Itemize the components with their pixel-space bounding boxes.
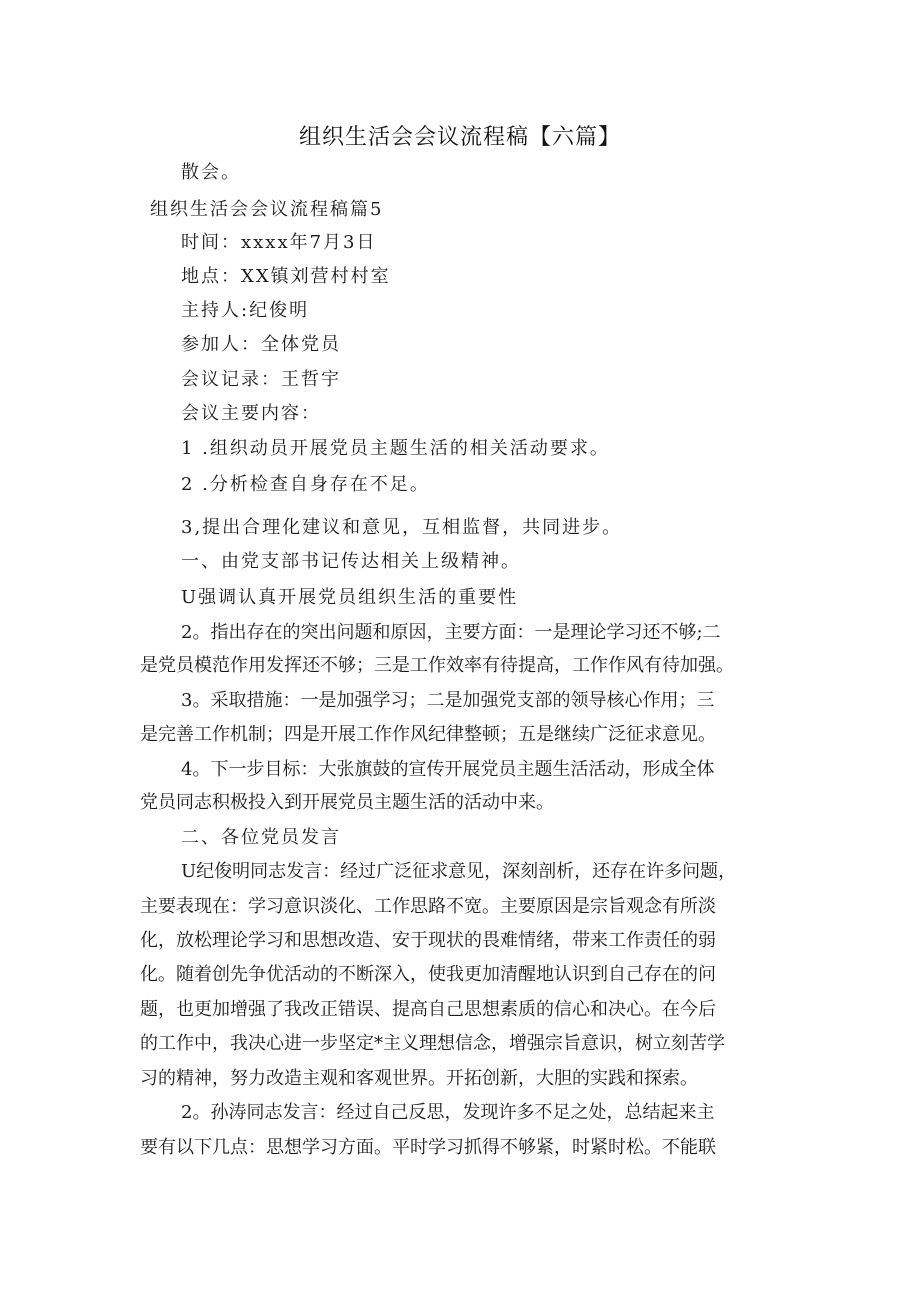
paragraph-line: 主要表现在：学习意识淡化、工作思路不宽。主要原因是宗旨观念有所淡 [140, 896, 716, 917]
paragraph-line: 习的精神，努力改造主观和客观世界。开拓创新，大胆的实践和探索。 [140, 1068, 698, 1089]
paragraph-line: 化。随着创先争优活动的不断深入，使我更加清醒地认识到自己存在的问 [140, 964, 716, 985]
list-item: 1 .组织动员开展党员主题生活的相关活动要求。 [181, 438, 610, 459]
paragraph-line: 3。采取措施：一是加强学习；二是加强党支部的领导核心作用；三 [181, 690, 715, 711]
text-line: 散会。 [181, 162, 241, 183]
document-title: 组织生活会会议流程稿【六篇】 [298, 125, 621, 150]
list-item: 3,提出合理化建议和意见，互相监督，共同进步。 [181, 517, 623, 538]
paragraph-line: 化，放松理论学习和思想改造、安于现状的畏难情绪，带来工作责任的弱 [140, 930, 716, 951]
text-line: 一、由党支部书记传达相关上级精神。 [181, 551, 521, 572]
paragraph-line: 4。下一步目标：大张旗鼓的宣传开展党员主题生活活动，形成全体 [181, 759, 715, 780]
paragraph-line: 要有以下几点：思想学习方面。平时学习抓得不够紧，时紧时松。不能联 [140, 1137, 716, 1158]
list-item: 2 .分析检查自身存在不足。 [181, 474, 430, 495]
paragraph-line: 2。指出存在的突出问题和原因，主要方面：一是理论学习还不够;二 [181, 622, 721, 643]
section-heading: 二、各位党员发言 [181, 827, 341, 848]
section-heading: 组织生活会会议流程稿篇5 [150, 199, 384, 220]
paragraph-line: 的工作中，我决心进一步坚定*主义理想信念，增强宗旨意识，树立刻苦学 [140, 1033, 725, 1054]
text-line: 会议记录：王哲宇 [181, 369, 341, 390]
paragraph-line: 2。孙涛同志发言：经过自己反思，发现许多不足之处，总结起来主 [181, 1102, 715, 1123]
text-line: 会议主要内容： [181, 403, 321, 424]
text-line: 地点：XX镇刘营村村室 [181, 266, 391, 287]
paragraph-line: 党员同志积极投入到开展党员主题生活的活动中来。 [140, 792, 554, 813]
text-line: 主持人:纪俊明 [181, 300, 310, 321]
paragraph-line: 题，也更加增强了我改正错误、提高自己思想素质的信心和决心。在今后 [140, 999, 716, 1020]
text-line: 时间：xxxx年7月3日 [181, 232, 377, 253]
paragraph-line: U纪俊明同志发言：经过广泛征求意见，深刻剖析，还存在许多问题， [181, 861, 737, 882]
paragraph-line: 是完善工作机制；四是开展工作作风纪律整顿；五是继续广泛征求意见。 [140, 724, 716, 745]
text-line: U强调认真开展党员组织生活的重要性 [181, 587, 519, 608]
paragraph-line: 是党员模范作用发挥还不够；三是工作效率有待提高，工作作风有待加强。 [140, 655, 734, 676]
text-line: 参加人：全体党员 [181, 334, 341, 355]
